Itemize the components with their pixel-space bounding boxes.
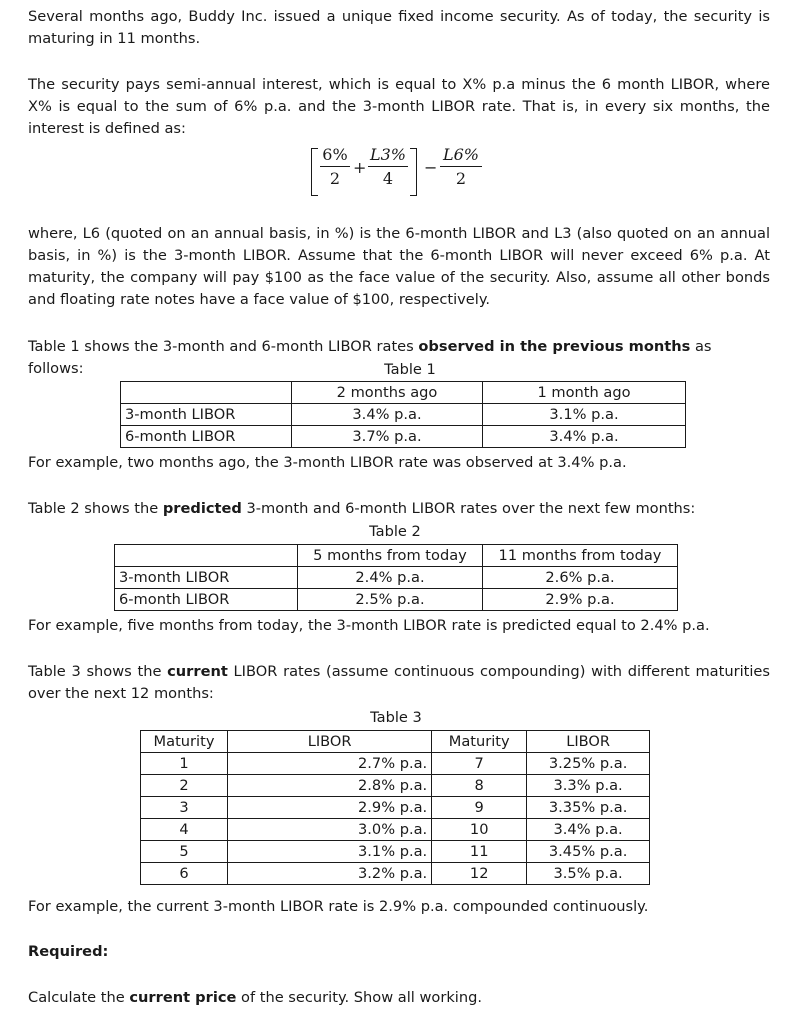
- table3-caption: Table 3: [370, 709, 422, 726]
- required-heading: Required:: [28, 943, 109, 960]
- table2-intro: Table 2 shows the predicted 3-month and 6-month LIBOR rates over the next few months:: [28, 500, 696, 517]
- table-row: 3-month LIBOR 3.4% p.a. 3.1% p.a.: [121, 404, 686, 426]
- table1: [120, 381, 686, 448]
- table-row: 2 2.8% p.a. 8 3.3% p.a.: [141, 775, 650, 797]
- table-row: 2 months ago 1 month ago: [121, 382, 686, 404]
- term-l3-quarter: L3% 4: [369, 145, 406, 188]
- table3-intro: Table 3 shows the current LIBOR rates (assume continuous compounding) with different maturities over the next 12 months:: [28, 663, 770, 702]
- definitions-paragraph: where, L6 (quoted on an annual basis, in %) is the 6-month LIBOR and L3 (also quoted on an annual basis, in %) is the 3-month LIBOR. Assume that the 6-month LIBOR will never exceed 6% p.a. At maturity, the company will pay $100 as the face value of the security. Also, assume all other bonds and floating rate notes have a face value of $100, respectively.: [28, 225, 770, 308]
- table-row: 4 3.0% p.a. 10 3.4% p.a.: [141, 819, 650, 841]
- table-row: 1 2.7% p.a. 7 3.25% p.a.: [141, 753, 650, 775]
- table-row: 6-month LIBOR 3.7% p.a. 3.4% p.a.: [121, 426, 686, 448]
- table3-example: For example, the current 3-month LIBOR rate is 2.9% p.a. compounded continuously.: [28, 898, 649, 915]
- table2: [114, 544, 678, 611]
- intro-paragraph: Several months ago, Buddy Inc. issued a unique fixed income security. As of today, the security is maturing in 11 months.: [28, 8, 770, 47]
- table-row: 3-month LIBOR 2.4% p.a. 2.6% p.a.: [115, 567, 678, 589]
- plus-sign: +: [353, 158, 367, 177]
- interest-paragraph: The security pays semi-annual interest, which is equal to X% p.a minus the 6 month LIBOR, where X% is equal to the sum of 6% p.a. and the 3-month LIBOR rate. That is, in every six months, the interest is defined as:: [28, 76, 770, 137]
- term-l6-half: L6% 2: [440, 144, 482, 189]
- table3: [140, 730, 650, 885]
- table-row: 5 months from today 11 months from today: [115, 545, 678, 567]
- term-six-percent-half: 6% 2: [320, 144, 350, 189]
- left-bracket: [311, 148, 318, 196]
- table-row: 5 3.1% p.a. 11 3.45% p.a.: [141, 841, 650, 863]
- table-row: 6-month LIBOR 2.5% p.a. 2.9% p.a.: [115, 589, 678, 611]
- table-row: Maturity LIBOR Maturity LIBOR: [141, 731, 650, 753]
- table2-caption: Table 2: [369, 523, 421, 540]
- minus-sign: −: [424, 158, 438, 177]
- table2-example: For example, five months from today, the 3-month LIBOR rate is predicted equal to 2.4% p.a.: [28, 617, 710, 634]
- table1-intro: Table 1 shows the 3-month and 6-month LIBOR rates observed in the previous months as follows:: [28, 338, 712, 377]
- interest-formula: [300, 144, 500, 200]
- table1-caption: Table 1: [384, 361, 436, 378]
- table-row: 3 2.9% p.a. 9 3.35% p.a.: [141, 797, 650, 819]
- right-bracket: [410, 148, 417, 196]
- table-row: 6 3.2% p.a. 12 3.5% p.a.: [141, 863, 650, 885]
- table1-example: For example, two months ago, the 3-month LIBOR rate was observed at 3.4% p.a.: [28, 454, 627, 471]
- task-instruction: Calculate the current price of the security. Show all working.: [28, 989, 483, 1006]
